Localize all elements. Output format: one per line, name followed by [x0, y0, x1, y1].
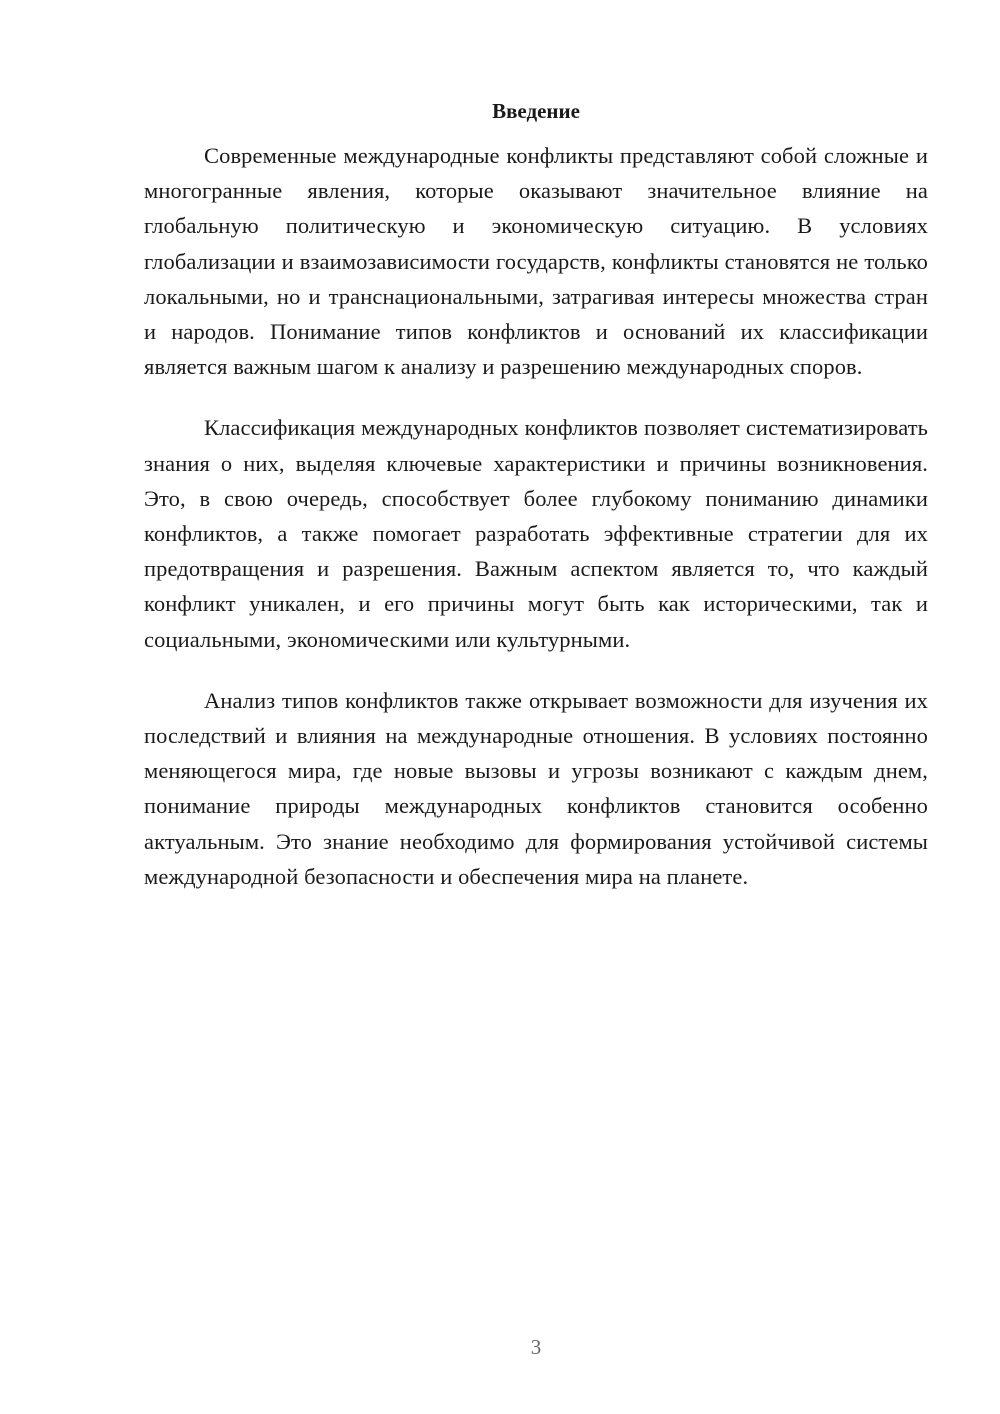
page-number: 3 [530, 1335, 542, 1359]
page-title: Введение [492, 99, 580, 123]
page-content [144, 96, 928, 920]
paragraph-2: Классификация международных конфликтов позволяет систематизировать знания о них, выделяя ключевые характеристики и причины возникновения. Это, в свою очередь, способствует более глубокому пониманию динамики конфликтов, а также помогает разработать эффективные стратегии для их предотвращения и разрешения. Важным аспектом является то, что каждый конфликт уникален, и его причины могут быть как историческими, так и социальными, экономическими или культурными. [144, 415, 928, 652]
paragraph-3: Анализ типов конфликтов также открывает возможности для изучения их последствий и влияния на международные отношения. В условиях постоянно меняющегося мира, где новые вызовы и угрозы возникают с каждым днем, понимание природы международных конфликтов становится особенно актуальным. Это знание необходимо для формирования устойчивой системы международной безопасности и обеспечения мира на планете. [144, 687, 928, 889]
paragraph-1: Современные международные конфликты представляют собой сложные и многогранные явления, которые оказывают значительное влияние на глобальную политическую и экономическую ситуацию. В условиях глобализации и взаимозависимости государств, конфликты становятся не только локальными, но и транснациональными, затрагивая интересы множества стран и народов. Понимание типов конфликтов и оснований их классификации является важным шагом к анализу и разрешению международных споров. [144, 143, 928, 380]
